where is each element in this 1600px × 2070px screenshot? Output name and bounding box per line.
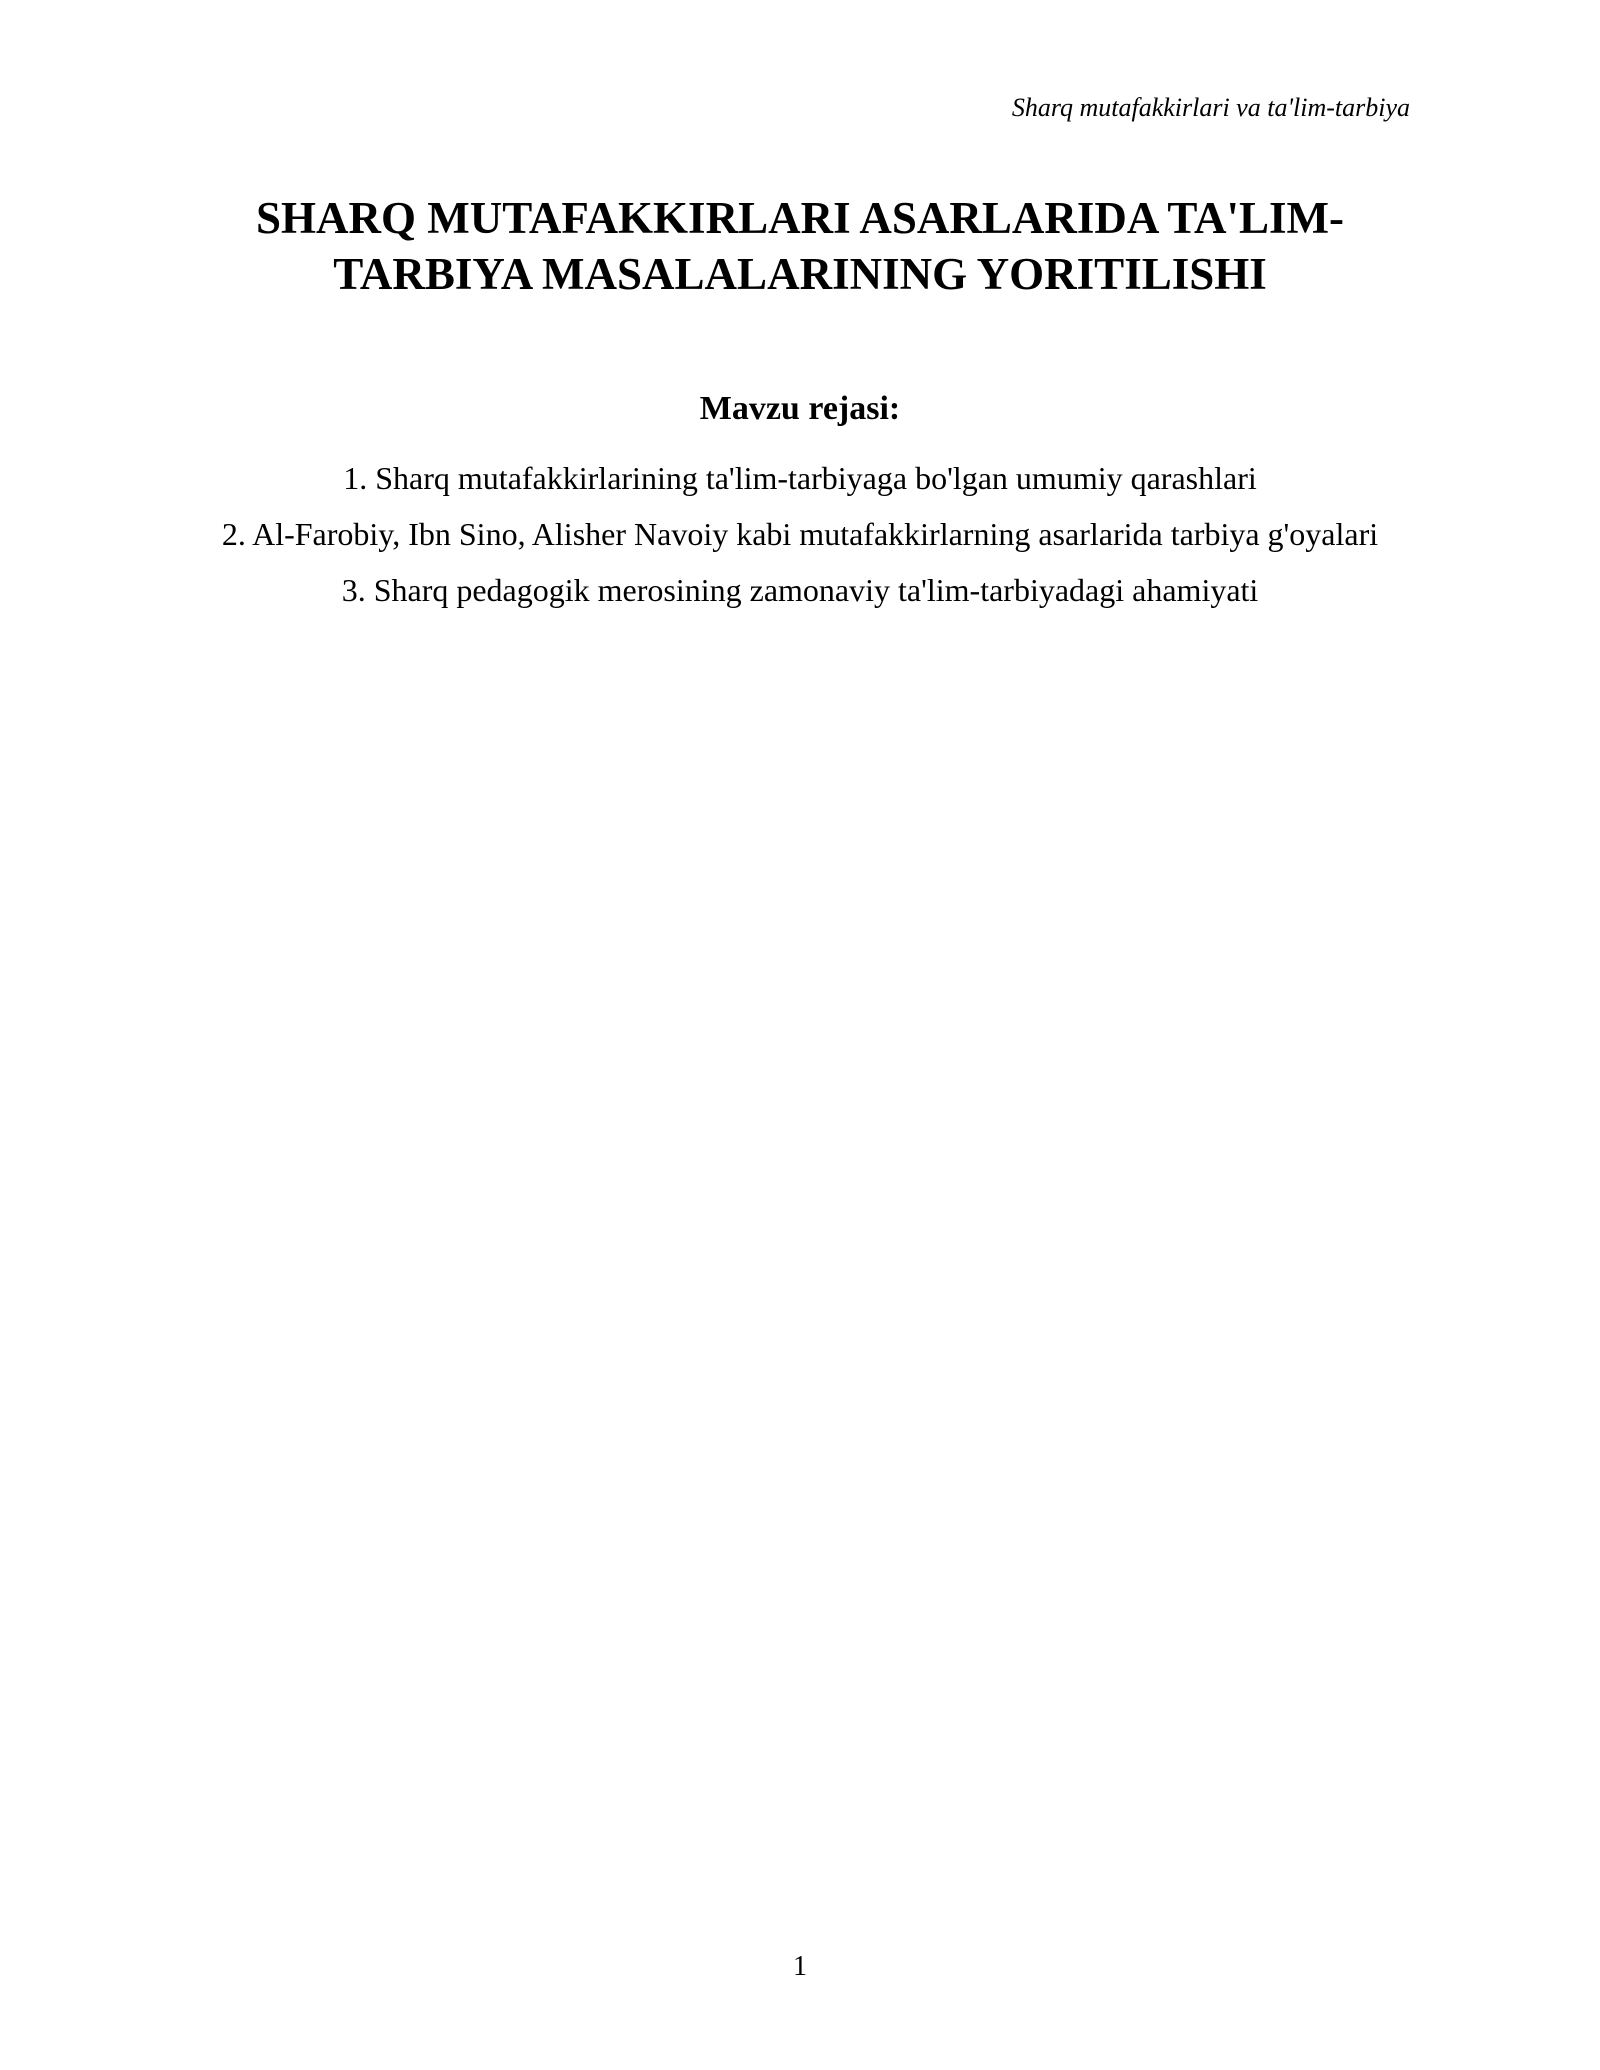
document-title — [200, 190, 1400, 302]
page-number: 1 — [793, 1951, 807, 1982]
plan-item-2: 2. Al-Farobiy, Ibn Sino, Alisher Navoiy kabi mutafakkirlarning asarlarida tarbiya g'oyalari — [221, 516, 1379, 552]
document-title-line-1: SHARQ MUTAFAKKIRLARI ASARLARIDA TA'LIM- — [255, 193, 1345, 243]
running-header: Sharq mutafakkirlari va ta'lim-tarbiya — [1011, 93, 1410, 122]
plan-list — [190, 458, 1410, 626]
plan-item-1: 1. Sharq mutafakkirlarining ta'lim-tarbiyaga bo'lgan umumiy qarashlari — [343, 460, 1257, 496]
document-title-line-2: TARBIYA MASALALARINING YORITILISHI — [333, 249, 1267, 299]
plan-item-3: 3. Sharq pedagogik merosining zamonaviy ta'lim-tarbiyadagi ahamiyati — [341, 572, 1259, 608]
plan-heading: Mavzu rejasi: — [699, 390, 901, 427]
